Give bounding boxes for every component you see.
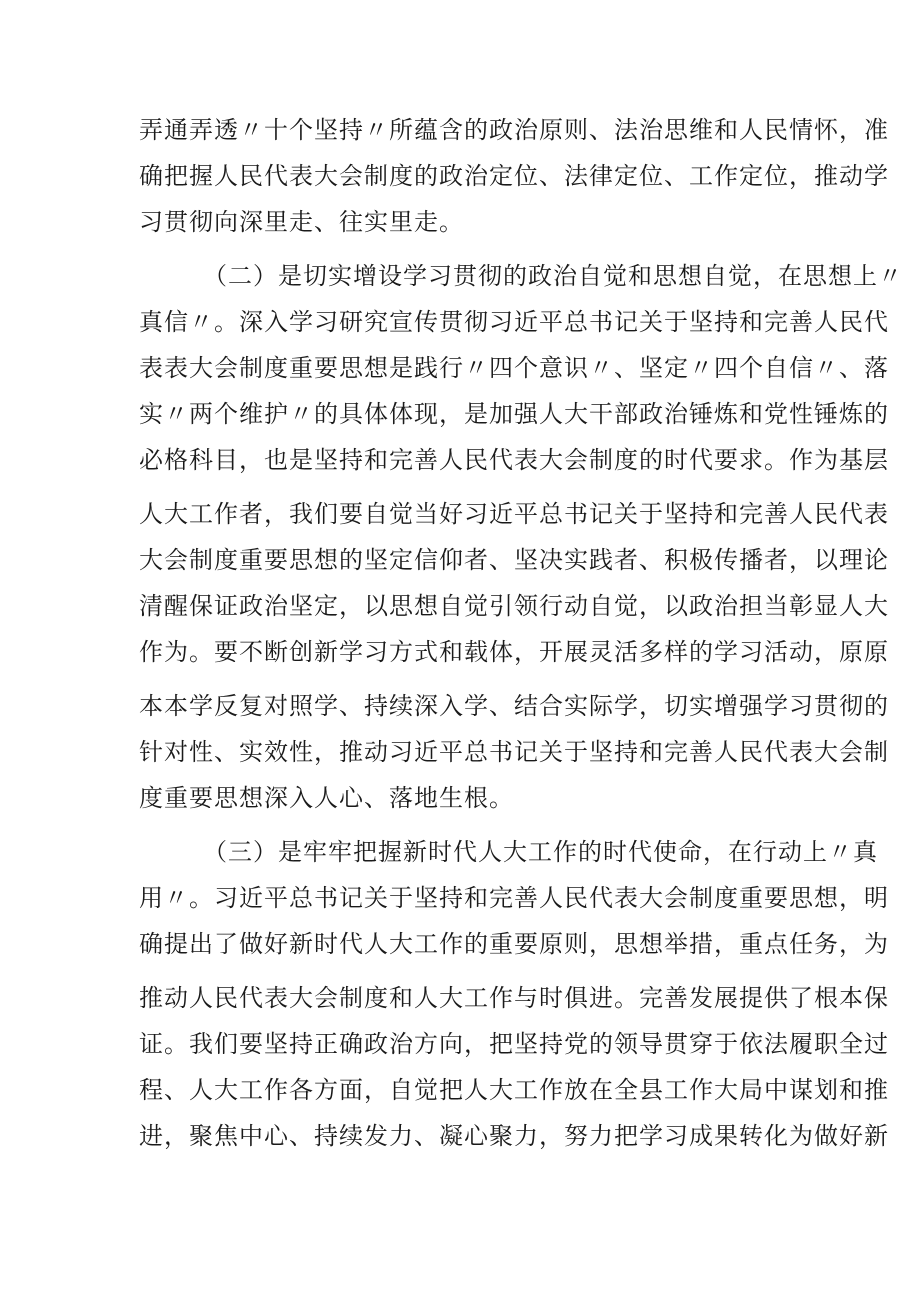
text-line: 程、人大工作各方面，自觉把人大工作放在全县工作大局中谋划和推: [139, 1076, 889, 1104]
text-line: 针对性、实效性，推动习近平总书记关于坚持和完善人民代表大会制: [139, 738, 889, 766]
text-line: 实〃两个维护〃的具体体现，是加强人大干部政治锤炼和党性锤炼的: [139, 400, 889, 428]
text-line: 进，聚焦中心、持续发力、凝心聚力，努力把学习成果转化为做好新: [139, 1122, 889, 1150]
text-line: 本本学反复对照学、持续深入学、结合实际学，切实增强学习贯彻的: [139, 692, 889, 720]
text-line: 必格科目，也是坚持和完善人民代表大会制度的时代要求。作为基层: [139, 446, 889, 474]
text-line: 大会制度重要思想的坚定信仰者、坚决实践者、积极传播者，以理论: [139, 546, 889, 574]
text-line: 证。我们要坚持正确政治方向，把坚持党的领导贯穿于依法履职全过: [139, 1030, 889, 1058]
text-line: 习贯彻向深里走、往实里走。: [139, 208, 464, 236]
text-line: 清醒保证政治坚定，以思想自觉引领行动自觉，以政治担当彰显人大: [139, 592, 889, 620]
paragraph-heading-2: （二）是切实增设学习贯彻的政治自觉和思想自觉，在思想上〃: [203, 262, 903, 290]
text-line: 作为。要不断创新学习方式和载体，开展灵活多样的学习活动，原原: [139, 638, 889, 666]
text-line: 推动人民代表大会制度和人大工作与时俱进。完善发展提供了根本保: [139, 984, 889, 1012]
paragraph-heading-3: （三）是牢牢把握新时代人大工作的时代使命，在行动上〃真: [203, 838, 878, 866]
text-line: 弄通弄透〃十个坚持〃所蕴含的政治原则、法治思维和人民情怀，准: [139, 116, 889, 144]
text-line: 真信〃。深入学习研究宣传贯彻习近平总书记关于坚持和完善人民代: [139, 308, 889, 336]
text-line: 表表大会制度重要思想是践行〃四个意识〃、坚定〃四个自信〃、落: [139, 354, 889, 382]
text-line: 确提出了做好新时代人大工作的重要原则，思想举措，重点任务，为: [139, 930, 889, 958]
text-line: 用〃。习近平总书记关于坚持和完善人民代表大会制度重要思想，明: [139, 884, 889, 912]
text-line: 人大工作者，我们要自觉当好习近平总书记关于坚持和完善人民代表: [139, 500, 889, 528]
text-line: 确把握人民代表大会制度的政治定位、法律定位、工作定位，推动学: [139, 162, 889, 190]
text-line: 度重要思想深入人心、落地生根。: [139, 784, 514, 812]
